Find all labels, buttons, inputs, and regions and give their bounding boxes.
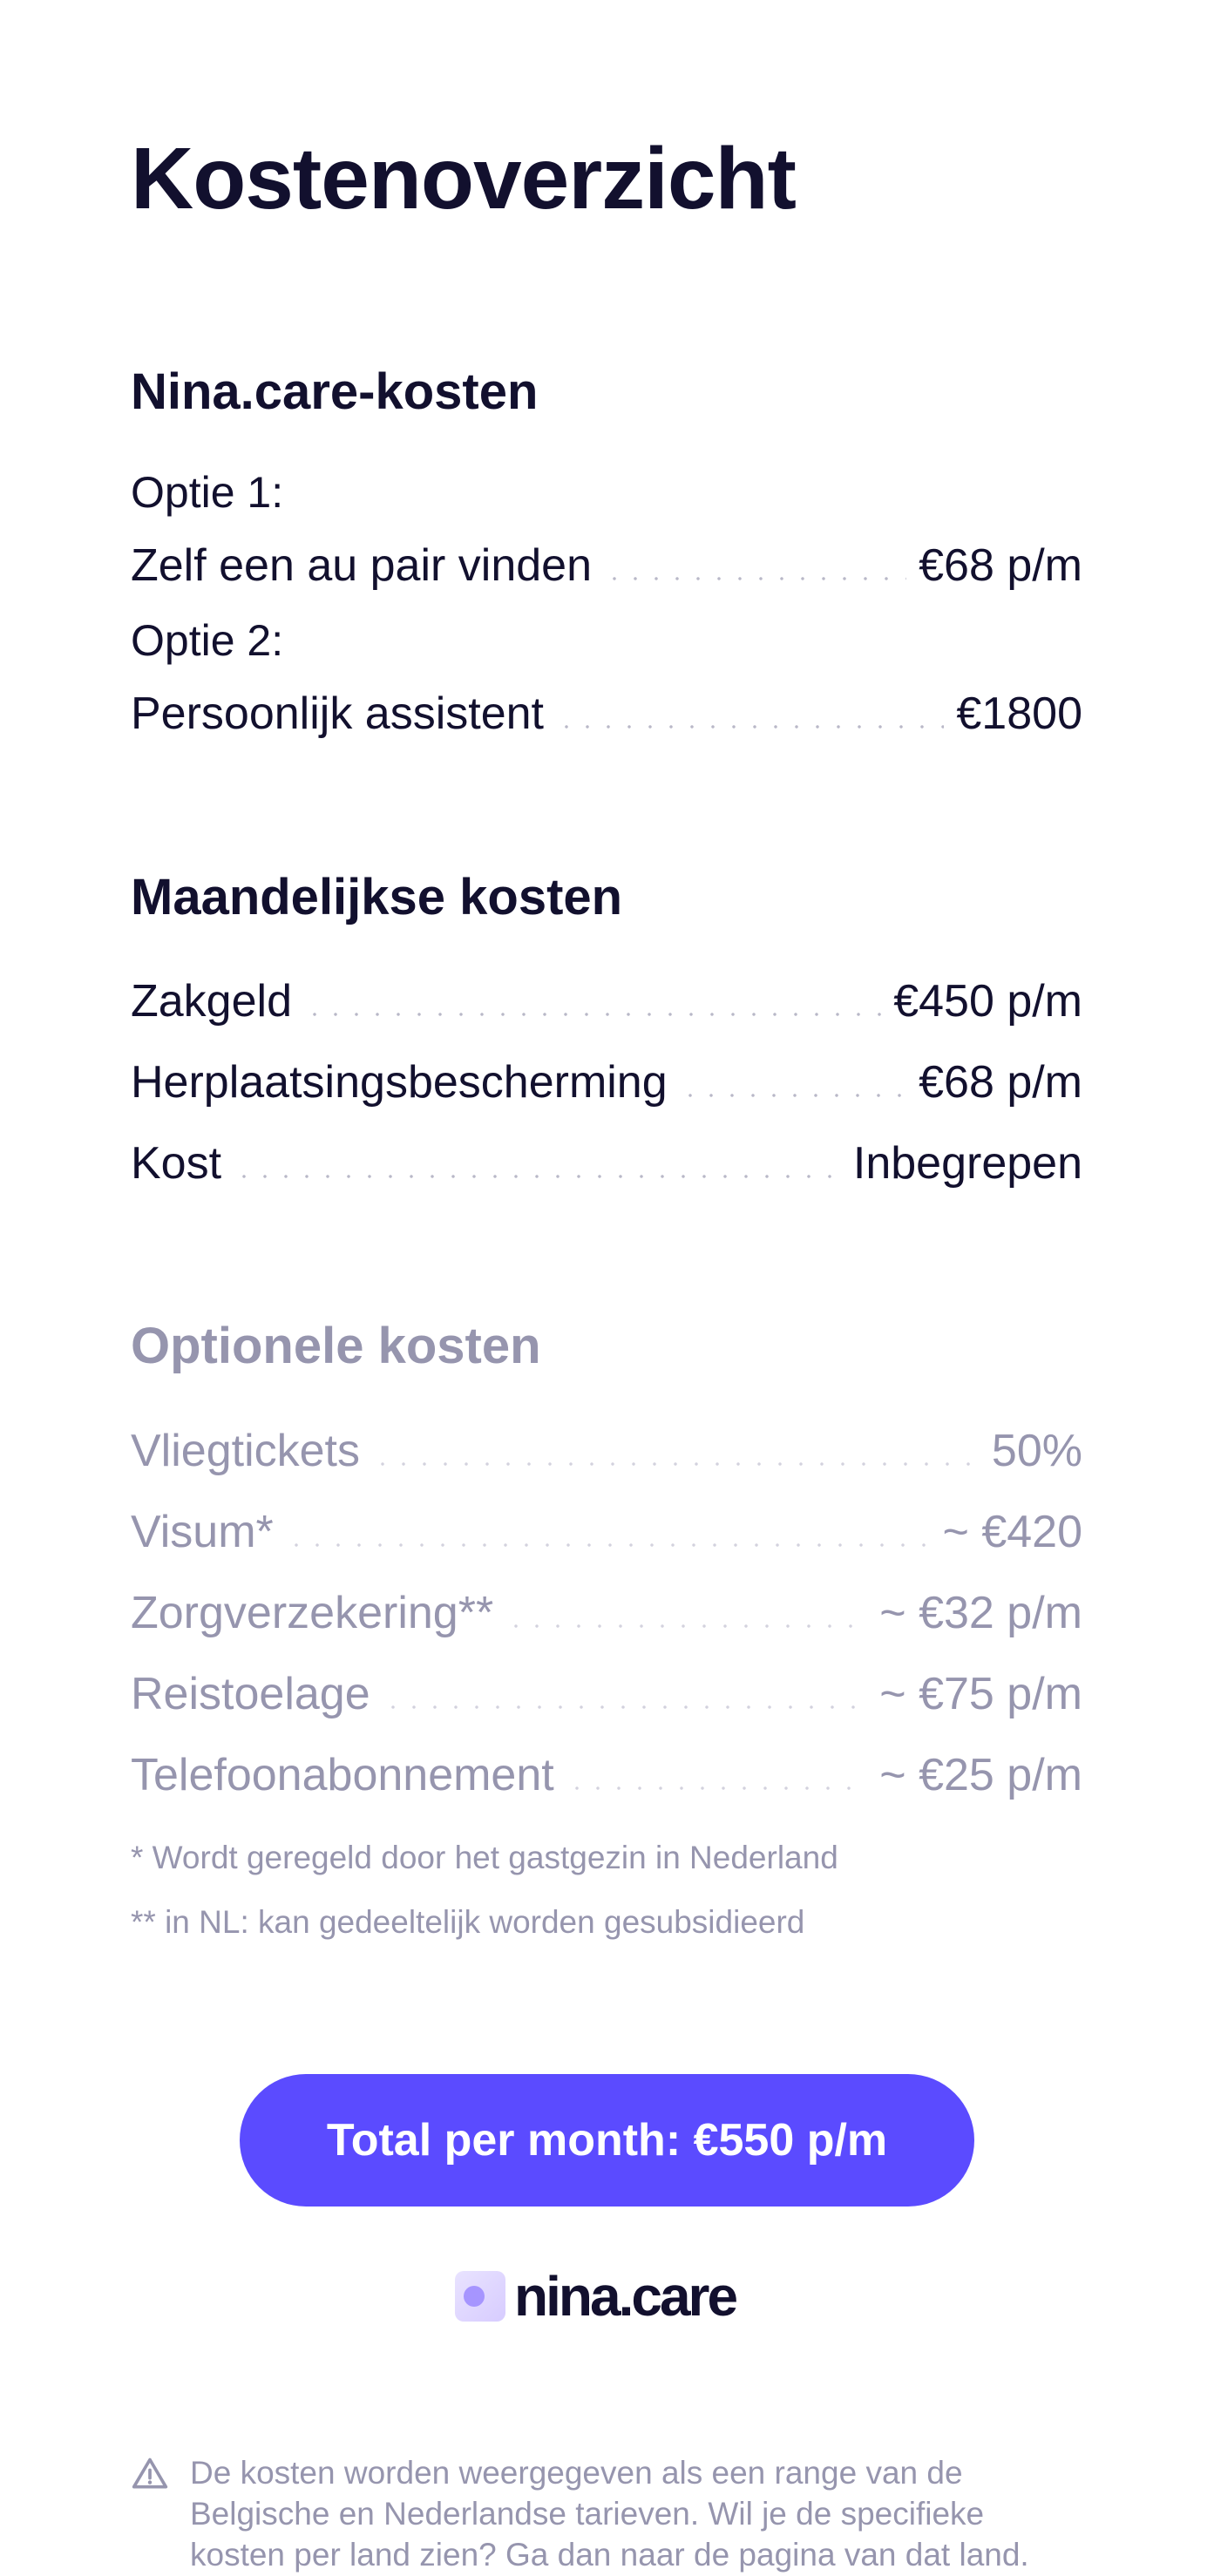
cost-row-value: ~ €75 p/m bbox=[879, 1668, 1082, 1719]
cost-row-label: Visum* bbox=[131, 1506, 274, 1557]
monthly-costs-heading: Maandelijkse kosten bbox=[131, 869, 623, 925]
cost-row-value: ~ €420 bbox=[942, 1506, 1082, 1557]
option-2-label: Optie 2: bbox=[131, 616, 284, 665]
cost-row-value: ~ €32 p/m bbox=[879, 1587, 1082, 1638]
cost-row-label: Zelf een au pair vinden bbox=[131, 539, 593, 591]
cost-row-phone-subscription bbox=[131, 1741, 1082, 1802]
cost-row-label: Herplaatsingsbescherming bbox=[131, 1056, 668, 1108]
brand-logo bbox=[455, 2266, 736, 2327]
optional-costs-heading: Optionele kosten bbox=[131, 1318, 541, 1374]
cost-row-label: Telefoonabonnement bbox=[131, 1749, 554, 1800]
cost-row-label: Zakgeld bbox=[131, 975, 292, 1027]
cost-row-value: €68 p/m bbox=[919, 539, 1082, 591]
cost-row-personal-assistant bbox=[131, 680, 1082, 741]
dotted-leader bbox=[604, 577, 906, 580]
dotted-leader bbox=[286, 1543, 931, 1547]
cost-row-replacement-protection bbox=[131, 1048, 1082, 1109]
cost-row-value: €68 p/m bbox=[919, 1056, 1082, 1108]
dotted-leader bbox=[383, 1705, 868, 1709]
disclaimer-text: De kosten worden weergegeven als een range van de Belgische en Nederlandse tarieven. Wil je de specifieke kosten per land zien? Ga dan naar de pagina van dat land. bbox=[190, 2455, 1029, 2573]
disclaimer-notice bbox=[131, 2453, 1082, 2576]
cost-row-board bbox=[131, 1129, 1082, 1190]
cost-row-visa bbox=[131, 1498, 1082, 1559]
cost-row-health-insurance bbox=[131, 1579, 1082, 1640]
total-per-month-button[interactable]: Total per month: €550 p/m bbox=[240, 2074, 974, 2207]
cost-row-value: 50% bbox=[991, 1425, 1082, 1476]
dotted-leader bbox=[505, 1624, 867, 1628]
option-1-label: Optie 1: bbox=[131, 468, 284, 517]
warning-icon bbox=[131, 2455, 169, 2493]
nina-care-logo-icon bbox=[455, 2271, 505, 2322]
dotted-leader bbox=[234, 1175, 841, 1178]
cost-row-label: Vliegtickets bbox=[131, 1425, 360, 1476]
cost-row-pocket-money bbox=[131, 967, 1082, 1028]
dotted-leader bbox=[372, 1462, 980, 1466]
page-title: Kostenoverzicht bbox=[131, 130, 796, 227]
dotted-leader bbox=[566, 1786, 868, 1790]
cost-row-value: ~ €25 p/m bbox=[879, 1749, 1082, 1800]
nina-costs-heading: Nina.care-kosten bbox=[131, 363, 539, 420]
cost-row-value: Inbegrepen bbox=[852, 1137, 1082, 1189]
cost-row-value: €1800 bbox=[956, 688, 1082, 739]
dotted-leader bbox=[304, 1013, 881, 1016]
cost-row-value: €450 p/m bbox=[893, 975, 1082, 1027]
cost-row-label: Kost bbox=[131, 1137, 222, 1189]
cost-row-label: Reistoelage bbox=[131, 1668, 370, 1719]
footnote-visa: * Wordt geregeld door het gastgezin in Nederland bbox=[131, 1840, 838, 1875]
cost-row-travel-allowance bbox=[131, 1660, 1082, 1721]
footnote-insurance: ** in NL: kan gedeeltelijk worden gesubsidieerd bbox=[131, 1904, 805, 1940]
dotted-leader bbox=[680, 1094, 906, 1097]
cost-row-find-au-pair bbox=[131, 532, 1082, 593]
dotted-leader bbox=[556, 725, 944, 729]
cost-row-label: Persoonlijk assistent bbox=[131, 688, 544, 739]
brand-name: nina.care bbox=[514, 2265, 736, 2328]
cost-row-flight-tickets bbox=[131, 1417, 1082, 1478]
cost-row-label: Zorgverzekering** bbox=[131, 1587, 494, 1638]
